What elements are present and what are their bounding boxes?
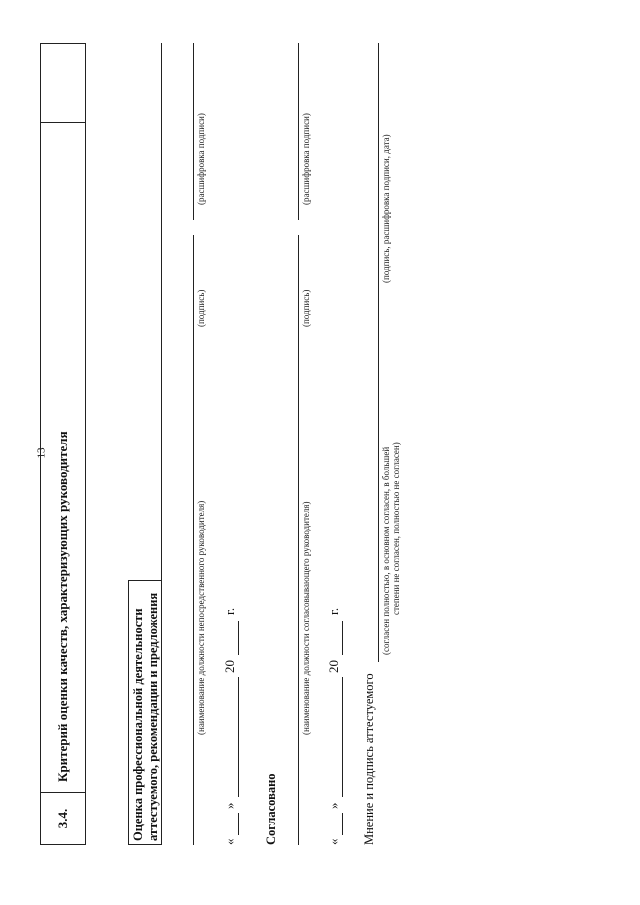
supervisor-decoding-line bbox=[193, 43, 194, 220]
opinion-title: Мнение и подпись аттестуемого bbox=[362, 673, 376, 845]
date-month-line[interactable] bbox=[238, 677, 239, 797]
date-day-line[interactable] bbox=[238, 813, 239, 835]
supervisor-date bbox=[222, 585, 244, 845]
date-year-line[interactable] bbox=[342, 621, 343, 655]
agreed-decoding-caption: (расшифровка подписи) bbox=[301, 113, 311, 205]
date-open-quote: « bbox=[222, 838, 237, 845]
criteria-header-row bbox=[40, 43, 86, 845]
opinion-signature-caption: (подпись, расшифровка подписи, дата) bbox=[381, 134, 391, 283]
evaluation-line-2: аттестуемого, рекомендации и предложения bbox=[146, 592, 160, 841]
date-month-line[interactable] bbox=[342, 677, 343, 797]
date-day-line[interactable] bbox=[342, 813, 343, 835]
evaluation-underline bbox=[161, 43, 162, 580]
agreed-signature-line bbox=[298, 235, 299, 375]
opinion-options-line-2: степени не согласен, полностью не согласен) bbox=[391, 442, 401, 615]
evaluation-heading bbox=[128, 580, 162, 845]
date-open-quote: « bbox=[326, 838, 341, 845]
section-number: 3.4. bbox=[41, 792, 85, 844]
page-number: 13 bbox=[35, 447, 48, 459]
date-year-prefix: 20 bbox=[222, 660, 237, 673]
agreed-position-line bbox=[298, 375, 299, 845]
opinion-options-line-1: (согласен полностью, в основном согласен, в большей bbox=[381, 446, 391, 655]
date-close-quote: » bbox=[326, 802, 341, 809]
agreed-date bbox=[326, 585, 348, 845]
agreed-signature-caption: (подпись) bbox=[301, 289, 311, 327]
evaluation-line-1: Оценка профессиональной деятельности bbox=[131, 608, 145, 841]
supervisor-position-caption: (наименование должности непосредственного руководителя) bbox=[196, 500, 206, 735]
date-year-line[interactable] bbox=[238, 621, 239, 655]
agreed-decoding-line bbox=[298, 43, 299, 220]
supervisor-decoding-caption: (расшифровка подписи) bbox=[196, 113, 206, 205]
supervisor-position-line bbox=[193, 375, 194, 845]
date-year-prefix: 20 bbox=[326, 660, 341, 673]
supervisor-signature-line bbox=[193, 235, 194, 375]
opinion-options-line[interactable] bbox=[378, 362, 379, 662]
agreed-title: Согласовано bbox=[264, 773, 278, 845]
opinion-signature-line[interactable] bbox=[378, 43, 379, 362]
date-close-quote: » bbox=[222, 802, 237, 809]
supervisor-signature-caption: (подпись) bbox=[196, 289, 206, 327]
section-title: Критерий оценки качеств, характеризующих руководителя bbox=[41, 122, 85, 792]
date-suffix: г. bbox=[326, 607, 341, 615]
date-suffix: г. bbox=[222, 607, 237, 615]
opinion-options-caption bbox=[381, 365, 401, 655]
agreed-position-caption: (наименование должности согласовывающего руководителя) bbox=[301, 501, 311, 735]
